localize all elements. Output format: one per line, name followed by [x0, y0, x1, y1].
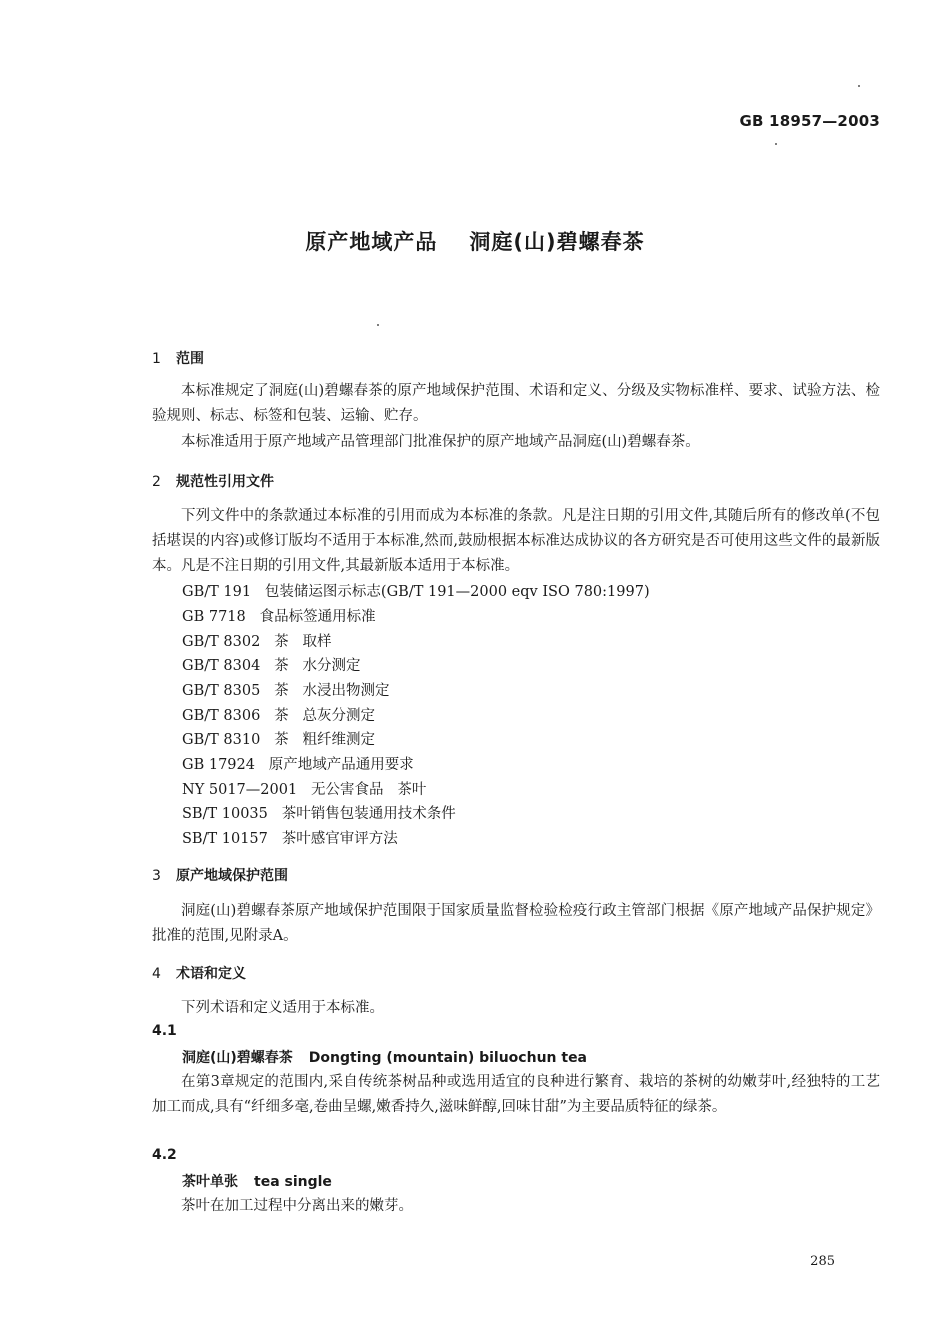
reference-item: GB/T 8304 茶 水分测定: [182, 658, 361, 674]
section-heading: 3 原产地域保护范围: [152, 868, 288, 884]
subclause-number: 4.2: [152, 1147, 177, 1163]
section-heading: 1 范围: [152, 351, 204, 367]
section-heading: 4 术语和定义: [152, 966, 246, 982]
title-part-2: 洞庭(山)碧螺春茶: [469, 230, 645, 254]
reference-item: NY 5017—2001 无公害食品 茶叶: [182, 782, 427, 798]
scan-speck: [377, 324, 379, 326]
scan-speck: [858, 85, 860, 87]
paragraph: 洞庭(山)碧螺春茶原产地域保护范围限于国家质量监督检验检疫行政主管部门根据《原产地域产品保护规定》批准的范围,见附录A。: [152, 903, 880, 944]
paragraph: 本标准适用于原产地域产品管理部门批准保护的原产地域产品洞庭(山)碧螺春茶。: [181, 434, 700, 450]
reference-item: GB/T 8310 茶 粗纤维测定: [182, 732, 375, 748]
section-heading: 2 规范性引用文件: [152, 474, 274, 490]
paragraph: 本标准规定了洞庭(山)碧螺春茶的原产地域保护范围、术语和定义、分级及实物标准样、要求、试验方法、检验规则、标志、标签和包装、运输、贮存。: [152, 383, 880, 424]
reference-item: GB/T 8305 茶 水浸出物测定: [182, 683, 390, 699]
reference-item: GB 17924 原产地域产品通用要求: [182, 757, 414, 773]
term-definition: 在第3章规定的范围内,采自传统茶树品种或选用适宜的良种进行繁育、栽培的茶树的幼嫩芽叶,经独特的工艺加工而成,具有“纤细多毫,卷曲呈螺,嫩香持久,滋味鲜醇,回味甘甜”为主要品质特征的绿茶。: [152, 1074, 880, 1115]
paragraph: 下列文件中的条款通过本标准的引用而成为本标准的条款。凡是注日期的引用文件,其随后所有的修改单(不包括堪误的内容)或修订版均不适用于本标准,然而,鼓励根据本标准达成协议的各方研究是否可使用这些文件的最新版本。凡是不注日期的引用文件,其最新版本适用于本标准。: [152, 508, 880, 574]
subclause-number: 4.1: [152, 1023, 177, 1039]
reference-item: GB 7718 食品标签通用标准: [182, 609, 376, 625]
reference-item: GB/T 191 包装储运图示标志(GB/T 191—2000 eqv ISO 780:1997): [182, 584, 650, 600]
reference-item: GB/T 8306 茶 总灰分测定: [182, 708, 375, 724]
title-part-1: 原产地域产品: [305, 230, 438, 254]
reference-item: GB/T 8302 茶 取样: [182, 634, 332, 650]
reference-item: SB/T 10035 茶叶销售包装通用技术条件: [182, 806, 456, 822]
term-heading: [182, 1171, 332, 1191]
term-heading: [182, 1047, 587, 1067]
term-en: tea single: [254, 1174, 332, 1190]
paragraph: 下列术语和定义适用于本标准。: [181, 1000, 384, 1016]
term-zh: 茶叶单张: [182, 1174, 238, 1190]
term-definition: 茶叶在加工过程中分离出来的嫩芽。: [181, 1198, 413, 1214]
standard-number: GB 18957—2003: [739, 112, 880, 130]
term-en: Dongting (mountain) biluochun tea: [308, 1050, 588, 1066]
document-title: [0, 226, 950, 256]
page-number: 285: [810, 1254, 835, 1269]
reference-item: SB/T 10157 茶叶感官审评方法: [182, 831, 398, 847]
term-zh: 洞庭(山)碧螺春茶: [182, 1050, 293, 1066]
scan-speck: [775, 143, 777, 145]
